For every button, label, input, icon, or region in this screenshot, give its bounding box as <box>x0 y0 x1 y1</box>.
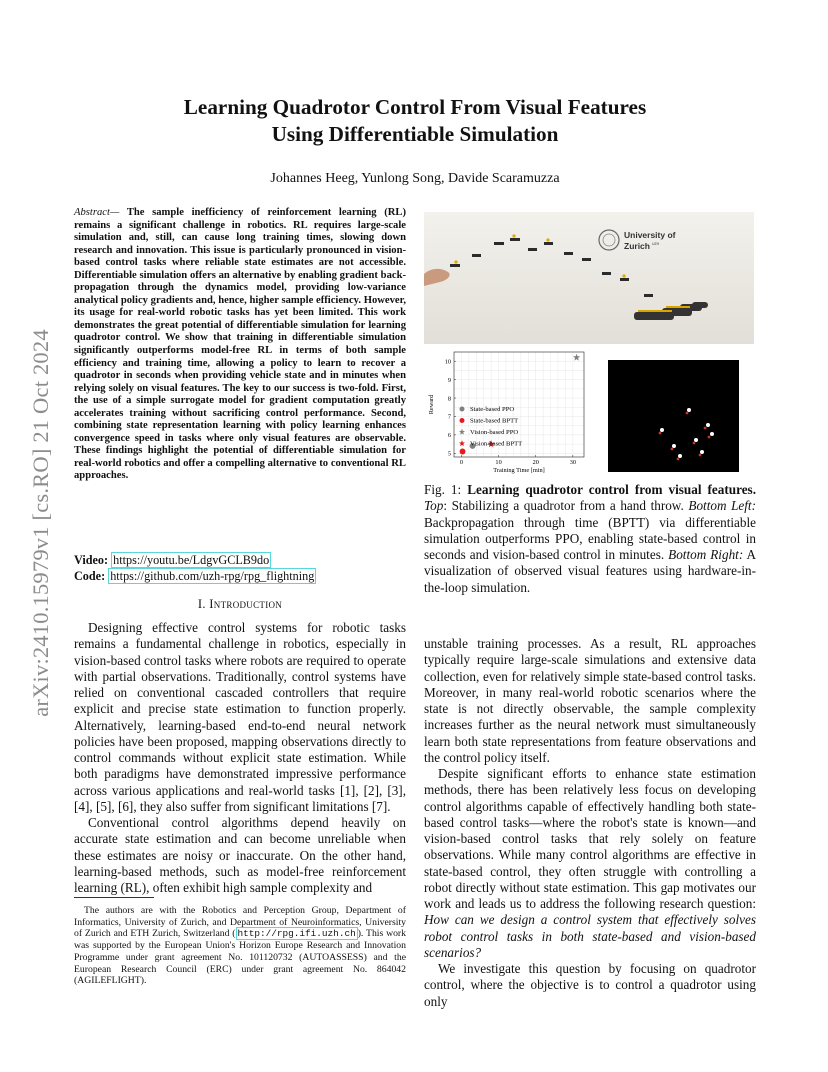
legend-marker <box>459 440 465 446</box>
y-tick-label: 8 <box>447 395 451 403</box>
abstract-text: The sample inefficiency of reinforcement learning (RL) remains a significant challenge in robotics. RL requires large-scale simulation and, still, can cause long training times, slowing down research and innovation. This issue is particularly pronounced in vision-based control tasks where reliable state estimates are not accessible. Differentiable simulation offers an alternative by enabling gradient back-propagation through the dynamics model, providing low-variance analytical policy gradients and, hence, higher sample efficiency. However, its usage for real-world robotic tasks has yet been limited. This work demonstrates the great potential of differentiable simulation for learning quadrotor control. We show that training in differentiable simulation significantly outperforms model-free RL in terms of both sample efficiency and training time, allowing a policy to learn to recover a quadrotor in seconds when providing vehicle state and in minutes when relying solely on visual features. The key to our success is two-fold. First, the use of a simple surrogate model for gradient computation greatly accelerates training without sacrificing control performance. Second, combining state representation learning with policy learning enhances convergence speed in tasks where only visual features are observable. These findings highlight the potential of differentiable simulation for real-world robotics and offer a compelling alternative to conventional RL approaches. <box>74 207 406 482</box>
x-tick-label: 20 <box>532 459 539 466</box>
arxiv-identifier: arXiv:2410.15979v1 [cs.RO] 21 Oct 2024 <box>28 329 53 717</box>
y-tick-label: 5 <box>447 450 451 458</box>
x-tick-label: 0 <box>459 459 464 466</box>
logo-text-2: Zurich <box>624 241 650 251</box>
features-illustration <box>608 360 739 472</box>
resource-links <box>74 553 316 584</box>
chart-legend <box>459 406 522 448</box>
paragraph: Designing effective control systems for robotic tasks remains a fundamental challenge in robotics, especially in vision-based control tasks where robots are required to operate with partial observations. Traditionally, control systems have relied on conventional cascaded controllers that require explicit and precise state estimation to function properly. Alternatively, learning-based end-to-end neural network policies have been proposed, mapping observations directly to control commands without explicit state estimation. While both paradigms have demonstrated impressive performance across various applications and real-world tasks [1], [2], [3], [4], [5], [6], they also suffer from significant limitations [7]. <box>74 620 406 814</box>
author-list: Johannes Heeg, Yunlong Song, Davide Scaramuzza <box>270 171 560 186</box>
footnote-link[interactable]: http://rpg.ifi.uzh.ch <box>237 928 356 940</box>
y-tick-label: 7 <box>447 413 451 421</box>
legend-label: Vision-based BPTT <box>470 440 523 448</box>
paragraph: unstable training processes. As a result, RL approaches typically require large-scale simulations and extensive data collection, even for relatively simple state-based control tasks. Moreover, in many real-world robotic scenarios where the state is not directly observable, the sample complexity increases further as the neural network must simultaneously learn both state representations from feature observations and the control policy itself. <box>424 636 756 765</box>
data-point <box>460 449 466 455</box>
logo-text-1: University of <box>624 230 676 240</box>
chart-svg <box>424 348 594 476</box>
logo-sup: UZH <box>652 242 660 246</box>
section-heading: I. Introduction <box>197 597 283 611</box>
legend-label: State-based PPO <box>470 406 515 414</box>
y-tick-label: 9 <box>447 376 451 384</box>
y-tick-label: 6 <box>447 432 451 440</box>
video-link[interactable]: https://youtu.be/LdgvGCLB9do <box>113 553 270 567</box>
introduction-text <box>74 620 406 896</box>
code-link[interactable]: https://github.com/uzh-rpg/rpg_flightning <box>110 568 315 583</box>
data-point <box>573 354 580 361</box>
code-label: Code: <box>74 568 106 583</box>
photo-illustration <box>424 212 754 344</box>
paragraph: Despite significant efforts to enhance state estimation methods, there has been relatively less focus on developing control algorithms capable of effectively handling both state-based control tasks—where the robot's state is known—and vision-based control tasks that rely solely on feature observations. While many control algorithms are effective in state-based control, they often struggle with controlling a robot directly without state estimation. This gap motivates our work and leads us to address the following research question: How can we design a control system that effectively solves robot control tasks in both state-based and vision-based scenarios? <box>424 766 756 960</box>
research-question: How can we design a control system that effectively solves robot control tasks in both state-based and vision-based scenarios? <box>424 912 756 960</box>
footnote: The authors are with the Robotics and Perception Group, Department of Informatics, University of Zurich, and Department of Neuroinformatics, University of Zurich and ETH Zurich, Switzerland ( http://rpg.ifi.uzh.ch ). This work was supported by the European Union's Horizon Europe Research and Innovation Programme under grant agreement No. 101120732 (AUTOASSESS) and the European Research Council (ERC) under grant agreement No. 864042 (AGILEFLIGHT). <box>74 905 407 987</box>
video-label: Video: <box>74 553 109 567</box>
caption-title: Learning quadrotor control from visual features. <box>467 482 756 497</box>
figure-caption: Fig. 1: Learning quadrotor control from visual features. Top: Stabilizing a quadrotor from a hand throw. Bottom Left: Backpropagation through time (BPTT) via differentiable simulation outperforms PPO, enabling state-based control in seconds and vision-based control in minutes. Bottom Right: A visualization of observed visual features using hardware-in-the-loop simulation. <box>424 482 757 595</box>
legend-marker <box>460 407 465 412</box>
abstract-label: Abstract <box>74 207 110 218</box>
paragraph: Conventional control algorithms depend heavily on accurate state estimation and can become unreliable when these estimates are noisy or inaccurate. On the other hand, learning-based methods, such as model-free reinforcement learning (RL), often exhibit high sample complexity and <box>74 815 406 895</box>
y-axis-label: Reward <box>428 394 435 415</box>
right-column-text <box>424 636 756 1010</box>
x-axis-label: Training Time [min] <box>493 467 545 474</box>
x-axis-ticks <box>460 455 576 466</box>
legend-marker <box>460 418 465 423</box>
caption-label: Fig. 1: <box>424 482 462 497</box>
hand-throw-photo <box>424 212 754 344</box>
data-points <box>460 354 581 455</box>
legend-label: Vision-based PPO <box>470 429 519 437</box>
x-tick-label: 10 <box>495 459 502 466</box>
legend-label: State-based BPTT <box>470 417 519 425</box>
y-tick-label: 10 <box>444 358 451 366</box>
reward-vs-training-time-chart <box>424 348 594 476</box>
x-tick-label: 30 <box>569 459 577 466</box>
paragraph: We investigate this question by focusing on quadrotor control, where the objective is to control a quadrotor using only <box>424 961 756 1009</box>
visual-features-visualization <box>608 360 739 472</box>
footnote-rule <box>74 897 154 898</box>
abstract: Abstract— The sample inefficiency of reinforcement learning (RL) remains a significant challenge in robotics. RL requires large-scale simulation and, still, can cause long training times, slowing down research and innovation. This issue is particularly pronounced in vision-based control tasks where reliable state estimates are not accessible. Differentiable simulation offers an alternative by enabling gradient back-propagation through the dynamics model, providing low-variance analytical policy gradients and, hence, higher sample efficiency. However, its usage for real-world robotic tasks has yet been limited. This work demonstrates the great potential of differentiable simulation for learning quadrotor control. We show that training in differentiable simulation significantly outperforms model-free RL in terms of both sample efficiency and training time, allowing a policy to learn to recover a quadrotor in seconds when providing vehicle state and in minutes when relying solely on visual features. The key to our success is two-fold. First, the use of a simple surrogate model for gradient computation greatly accelerates training without sacrificing control performance. Second, combining state representation learning with policy learning enhances convergence speed in tasks where only visual features are observable. These findings highlight the potential of differentiable simulation for real-world robotics and offer a compelling alternative to conventional RL approaches. <box>74 207 406 482</box>
paper-title: Learning Quadrotor Control From Visual Features Using Differentiable Simulation <box>183 95 647 146</box>
y-axis-ticks <box>445 358 456 457</box>
legend-marker <box>459 429 465 435</box>
